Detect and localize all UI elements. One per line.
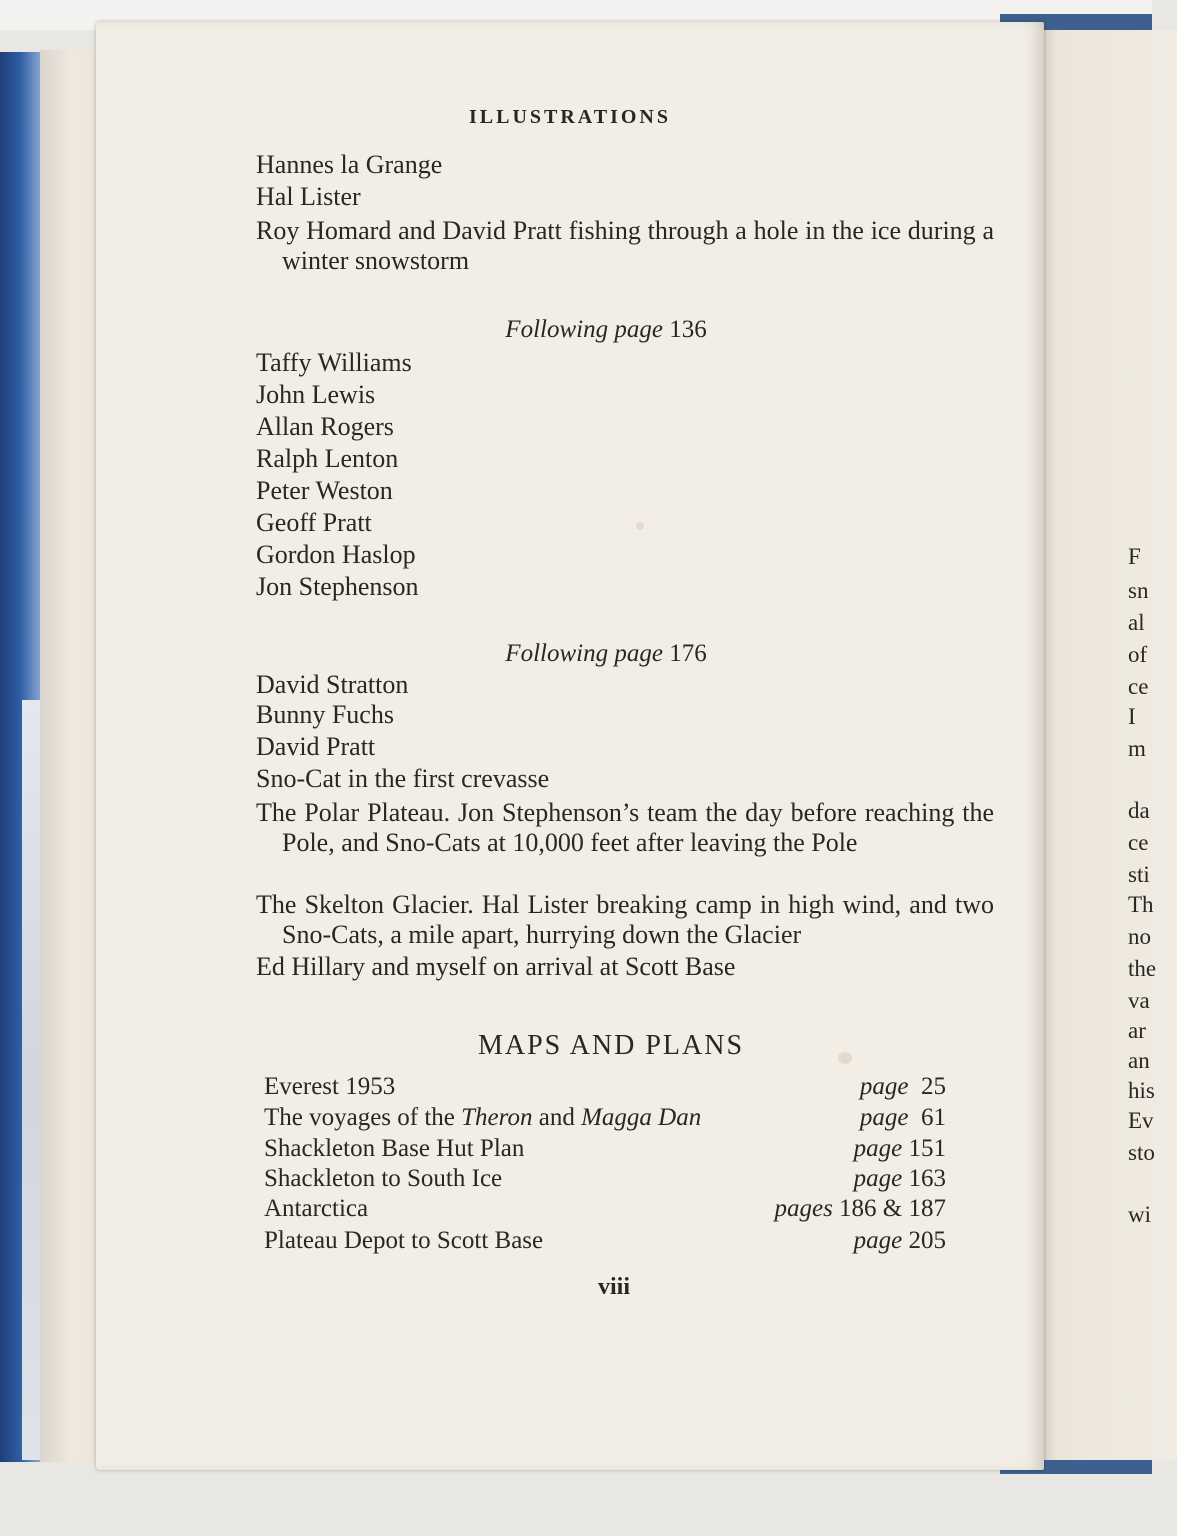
map-page-ref bbox=[854, 1164, 946, 1194]
section-heading-label: Following page bbox=[505, 316, 663, 343]
map-title: Shackleton to South Ice bbox=[264, 1165, 503, 1192]
page-number: 61 bbox=[921, 1104, 946, 1131]
map-title: Antarctica bbox=[264, 1195, 369, 1222]
map-page-ref bbox=[860, 1103, 946, 1133]
illustration-entry: Taffy Williams bbox=[256, 348, 412, 377]
page-number: 25 bbox=[921, 1073, 946, 1100]
facing-page-text: da bbox=[1128, 798, 1150, 823]
page-word: page bbox=[853, 1165, 903, 1192]
facing-page-text: the bbox=[1128, 956, 1157, 981]
page-number-folio: viii bbox=[597, 1274, 630, 1300]
illustration-entry: David Pratt bbox=[256, 732, 376, 761]
page-word: page bbox=[853, 1227, 903, 1254]
illustration-entry: Bunny Fuchs bbox=[256, 700, 394, 729]
page-word: page bbox=[859, 1104, 909, 1131]
facing-page-text: his bbox=[1128, 1078, 1155, 1103]
map-page-ref bbox=[860, 1072, 946, 1102]
map-entry bbox=[264, 1103, 946, 1133]
map-entry bbox=[264, 1072, 946, 1102]
illustration-entry: The Skelton Glacier. Hal Lister breaking camp in high wind, and two Sno-Cats, a mile apart, hurrying down the Glacier bbox=[256, 890, 994, 949]
ship-name: Theron bbox=[461, 1104, 533, 1131]
page-number: 151 bbox=[908, 1135, 946, 1162]
facing-page-text: ar bbox=[1128, 1018, 1146, 1043]
facing-page-text: va bbox=[1128, 988, 1150, 1013]
map-entry bbox=[264, 1164, 946, 1194]
illustration-entry: Hannes la Grange bbox=[256, 150, 443, 179]
page-word: page bbox=[853, 1135, 903, 1162]
map-page-ref bbox=[854, 1134, 946, 1164]
book-page bbox=[96, 22, 1044, 1470]
illustration-entry: David Stratton bbox=[256, 670, 409, 699]
page-number: 205 bbox=[908, 1227, 946, 1254]
facing-page-text: al bbox=[1128, 610, 1145, 635]
map-entry bbox=[264, 1226, 946, 1256]
page-word: pages bbox=[774, 1195, 833, 1222]
section-heading-label: Following page bbox=[505, 640, 663, 667]
facing-page-text: no bbox=[1128, 924, 1151, 949]
page-word: page bbox=[859, 1073, 909, 1100]
illustration-entry: Hal Lister bbox=[256, 182, 361, 211]
section-heading-page: 136 bbox=[669, 316, 707, 343]
map-title: Plateau Depot to Scott Base bbox=[264, 1227, 544, 1254]
facing-page-text: F bbox=[1128, 544, 1141, 569]
facing-page-text: ce bbox=[1128, 830, 1149, 855]
ship-name: Magga Dan bbox=[581, 1104, 702, 1131]
illustration-entry: Allan Rogers bbox=[256, 412, 394, 441]
facing-page-text: m bbox=[1128, 736, 1146, 761]
facing-page-text: an bbox=[1128, 1048, 1150, 1073]
map-title-part: The voyages of the bbox=[264, 1104, 462, 1131]
illustration-entry: Ralph Lenton bbox=[256, 444, 399, 473]
facing-page bbox=[1036, 30, 1177, 1460]
illustration-entry: Ed Hillary and myself on arrival at Scott Base bbox=[256, 952, 736, 981]
map-title-part: and bbox=[532, 1104, 582, 1131]
page-number: 186 & 187 bbox=[839, 1195, 946, 1222]
facing-page-text: Ev bbox=[1128, 1108, 1154, 1133]
illustration-entry: John Lewis bbox=[256, 380, 376, 409]
facing-page-text: Th bbox=[1128, 892, 1154, 917]
illustration-entry: The Polar Plateau. Jon Stephenson’s team the day before reaching the Pole, and Sno-Cats at 10,000 feet after leaving the Pole bbox=[256, 798, 994, 857]
facing-page-text: wi bbox=[1128, 1202, 1151, 1227]
illustration-entry: Peter Weston bbox=[256, 476, 393, 505]
maps-heading: MAPS AND PLANS bbox=[477, 1030, 745, 1061]
section-heading bbox=[96, 316, 1116, 344]
map-title: Everest 1953 bbox=[264, 1073, 396, 1100]
facing-page-text: sto bbox=[1128, 1140, 1155, 1165]
map-page-ref bbox=[854, 1226, 946, 1256]
facing-page-text: ce bbox=[1128, 674, 1149, 699]
illustration-entry: Roy Homard and David Pratt fishing through a hole in the ice during a winter snowstorm bbox=[256, 216, 994, 275]
facing-page-text: of bbox=[1128, 642, 1148, 667]
illustration-entry: Sno-Cat in the first crevasse bbox=[256, 764, 550, 793]
facing-page-text: sn bbox=[1128, 578, 1149, 603]
page-number: 163 bbox=[908, 1165, 946, 1192]
facing-page-text: I bbox=[1128, 704, 1136, 729]
illustration-entry: Geoff Pratt bbox=[256, 508, 372, 537]
map-page-ref bbox=[774, 1194, 946, 1224]
map-title bbox=[264, 1103, 701, 1133]
facing-page-text: sti bbox=[1128, 862, 1150, 887]
map-title: Shackleton Base Hut Plan bbox=[264, 1135, 525, 1162]
map-entry bbox=[264, 1134, 946, 1164]
map-entry bbox=[264, 1194, 946, 1224]
illustration-entry: Gordon Haslop bbox=[256, 540, 416, 569]
illustration-entry: Jon Stephenson bbox=[256, 572, 419, 601]
section-heading-page: 176 bbox=[669, 640, 707, 667]
running-head: ILLUSTRATIONS bbox=[468, 106, 672, 128]
section-heading bbox=[96, 640, 1116, 668]
